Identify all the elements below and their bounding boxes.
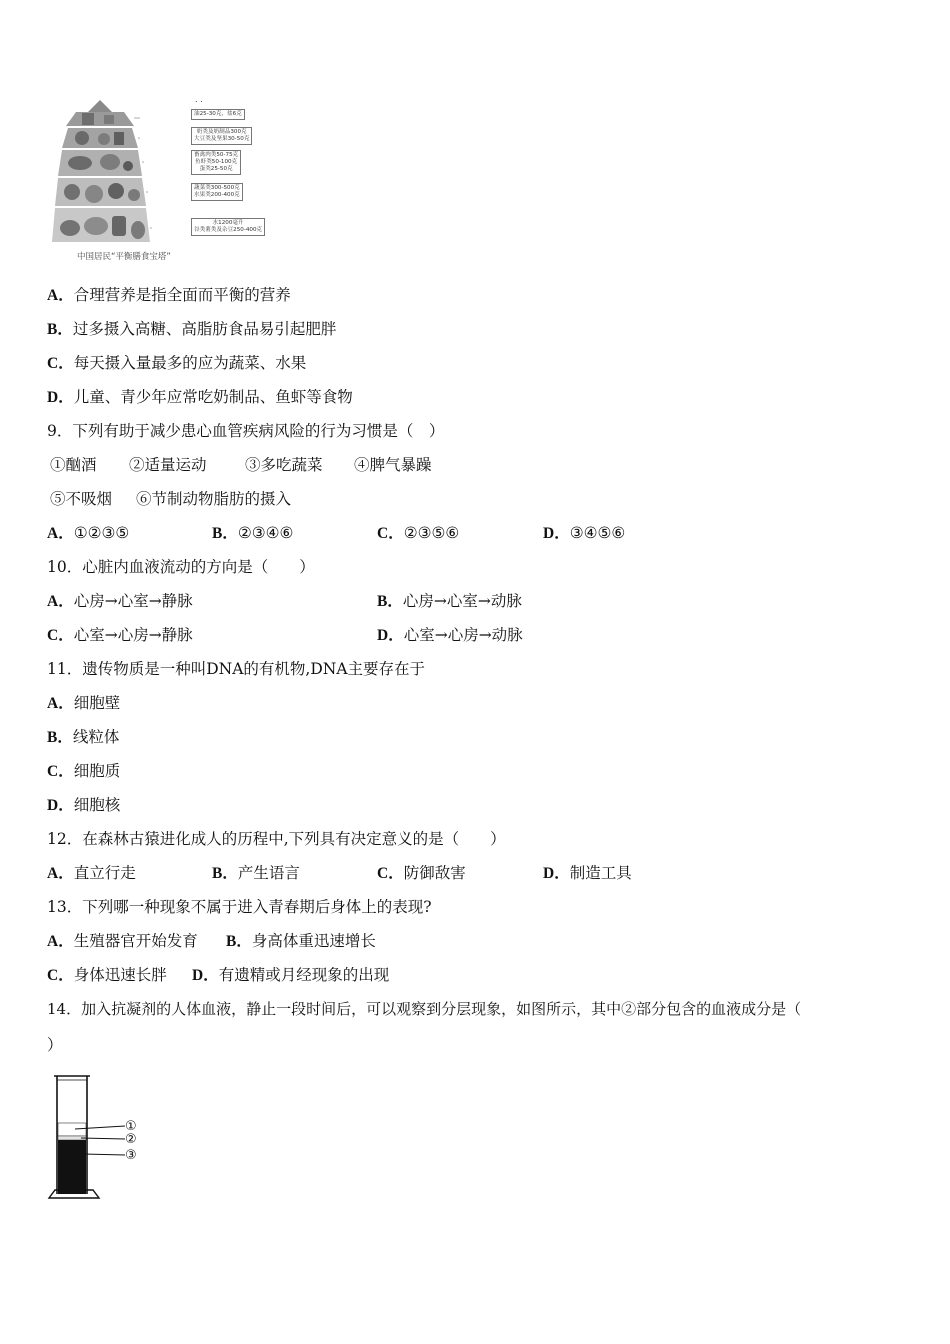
q11-option-d: D．细胞核 xyxy=(47,796,121,814)
q11-option-a: A．细胞壁 xyxy=(47,694,121,712)
q13-stem: 13．下列哪一种现象不属于进入青春期后身体上的表现? xyxy=(47,898,432,916)
q10-stem: 10．心脏内血液流动的方向是（ ） xyxy=(47,558,315,576)
q11-option-c: C．细胞质 xyxy=(47,762,121,780)
pyramid-label-meat: 畜禽肉类50-75克 鱼虾类50-100克 蛋类25-50克 xyxy=(191,150,241,175)
q9-item: ⑥节制动物脂肪的摄入 xyxy=(136,490,292,508)
q9-option-c: C．②③⑤⑥ xyxy=(377,524,460,542)
pyramid-label-oil: 油25-30克，盐6克 xyxy=(191,109,245,120)
q12-option-c: C．防御敌害 xyxy=(377,864,466,882)
q12-option-a: A．直立行走 xyxy=(47,864,136,882)
svg-text:. .: . . xyxy=(195,95,203,104)
q9-item: ②适量运动 xyxy=(129,456,207,474)
q11-option-b: B．线粒体 xyxy=(47,728,120,746)
q13-option-d: D．有遗精或月经现象的出现 xyxy=(192,966,390,984)
q14-stem-cont: ） xyxy=(47,1036,63,1054)
q8-option-b: B．过多摄入高糖、高脂肪食品易引起肥胖 xyxy=(47,320,337,338)
q10-option-b: B．心房→心室→动脉 xyxy=(377,592,522,610)
q12-option-d: D．制造工具 xyxy=(543,864,632,882)
test-tube xyxy=(45,1072,155,1207)
q9-item: ①酗酒 xyxy=(50,456,97,474)
q9-item: ③多吃蔬菜 xyxy=(245,456,323,474)
q12-option-b: B．产生语言 xyxy=(212,864,300,882)
q14-stem: 14．加入抗凝剂的人体血液，静止一段时间后，可以观察到分层现象，如图所示，其中②部分包含的血液成分是（ xyxy=(47,1000,802,1018)
tube-label-1: ① xyxy=(125,1119,137,1134)
q9-item: ④脾气暴躁 xyxy=(354,456,432,474)
q9-stem: 9．下列有助于减少患心血管疾病风险的行为习惯是（ ） xyxy=(47,422,445,440)
pyramid-label-vegetables: 蔬菜类300-500克 水果类200-400克 xyxy=(191,183,243,201)
pyramid-tiers xyxy=(52,95,203,246)
q9-option-b: B．②③④⑥ xyxy=(212,524,294,542)
tube-label-2: ② xyxy=(125,1132,137,1147)
q12-stem: 12．在森林古猿进化成人的历程中,下列具有决定意义的是（ ） xyxy=(47,830,506,848)
q9-item: ⑤不吸烟 xyxy=(50,490,113,508)
q13-option-c: C．身体迅速长胖 xyxy=(47,966,167,984)
q13-option-b: B．身高体重迅速增长 xyxy=(226,932,376,950)
q11-stem: 11．遗传物质是一种叫DNA的有机物,DNA主要存在于 xyxy=(47,660,426,678)
pyramid-caption: 中国居民“平衡膳食宝塔” xyxy=(77,252,171,262)
q10-option-c: C．心室→心房→静脉 xyxy=(47,626,193,644)
q9-option-d: D．③④⑤⑥ xyxy=(543,524,626,542)
q8-option-c: C．每天摄入量最多的应为蔬菜、水果 xyxy=(47,354,307,372)
q8-option-a: A．合理营养是指全面而平衡的营养 xyxy=(47,286,291,304)
food-pyramid-figure xyxy=(52,95,263,271)
q8-option-d: D．儿童、青少年应常吃奶制品、鱼虾等食物 xyxy=(47,388,353,406)
pyramid-label-dairy: 奶类及奶制品300克 大豆类及坚果30-50克 xyxy=(191,127,252,145)
blood-test-tube-figure xyxy=(45,1072,155,1207)
q13-option-a: A．生殖器官开始发育 xyxy=(47,932,198,950)
q10-option-d: D．心室→心房→动脉 xyxy=(377,626,523,644)
tube-label-3: ③ xyxy=(125,1148,137,1163)
q10-option-a: A．心房→心室→静脉 xyxy=(47,592,193,610)
pyramid-label-grains: 水1200毫升 谷类薯类及杂豆250-400克 xyxy=(191,218,265,236)
q9-option-a: A．①②③⑤ xyxy=(47,524,130,542)
